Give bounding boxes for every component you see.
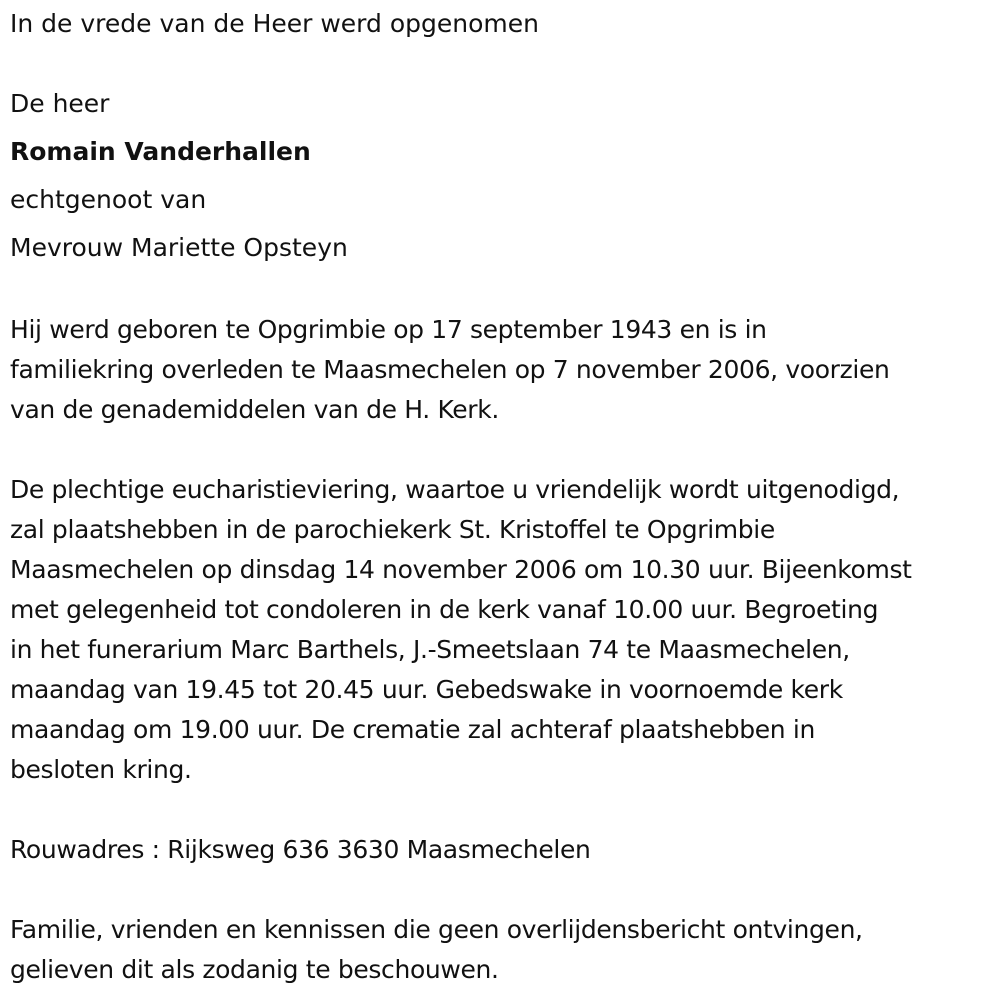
spacer xyxy=(10,430,995,470)
paragraph-line: gelieven dit als zodanig te beschouwen. xyxy=(10,955,499,984)
paragraph-line: De plechtige eucharistieviering, waartoe u vriendelijk wordt uitgenodigd, xyxy=(10,475,900,504)
address-text: Rouwadres : Rijksweg 636 3630 Maasmechelen xyxy=(10,835,591,864)
spacer xyxy=(10,790,995,830)
paragraph-line: zal plaatshebben in de parochiekerk St. Kristoffel te Opgrimbie xyxy=(10,515,775,544)
salutation-text: De heer xyxy=(10,89,110,118)
death-notice xyxy=(10,0,995,990)
spacer xyxy=(10,44,995,84)
spouse-name: Mevrouw Mariette Opsteyn xyxy=(10,233,348,262)
paragraph-line: van de genademiddelen van de H. Kerk. xyxy=(10,395,499,424)
paragraph-line: met gelegenheid tot condoleren in de kerk vanaf 10.00 uur. Begroeting xyxy=(10,595,879,624)
paragraph-line: besloten kring. xyxy=(10,755,192,784)
spacer xyxy=(10,268,995,308)
paragraph-line: Maasmechelen op dinsdag 14 november 2006 om 10.30 uur. Bijeenkomst xyxy=(10,555,912,584)
intro-text: In de vrede van de Heer werd opgenomen xyxy=(10,9,539,38)
paragraph-line: Familie, vrienden en kennissen die geen overlijdensbericht ontvingen, xyxy=(10,915,863,944)
birth-death-paragraph xyxy=(10,310,995,430)
service-paragraph xyxy=(10,470,995,790)
paragraph-line: Hij werd geboren te Opgrimbie op 17 september 1943 en is in xyxy=(10,315,767,344)
paragraph-line: in het funerarium Marc Barthels, J.-Smeetslaan 74 te Maasmechelen, xyxy=(10,635,850,664)
closing-paragraph xyxy=(10,910,995,990)
relation-text: echtgenoot van xyxy=(10,185,207,214)
spacer xyxy=(10,870,995,910)
paragraph-line: maandag van 19.45 tot 20.45 uur. Gebedswake in voornoemde kerk xyxy=(10,675,843,704)
deceased-name: Romain Vanderhallen xyxy=(10,137,311,166)
paragraph-line: maandag om 19.00 uur. De crematie zal achteraf plaatshebben in xyxy=(10,715,815,744)
paragraph-line: familiekring overleden te Maasmechelen op 7 november 2006, voorzien xyxy=(10,355,890,384)
